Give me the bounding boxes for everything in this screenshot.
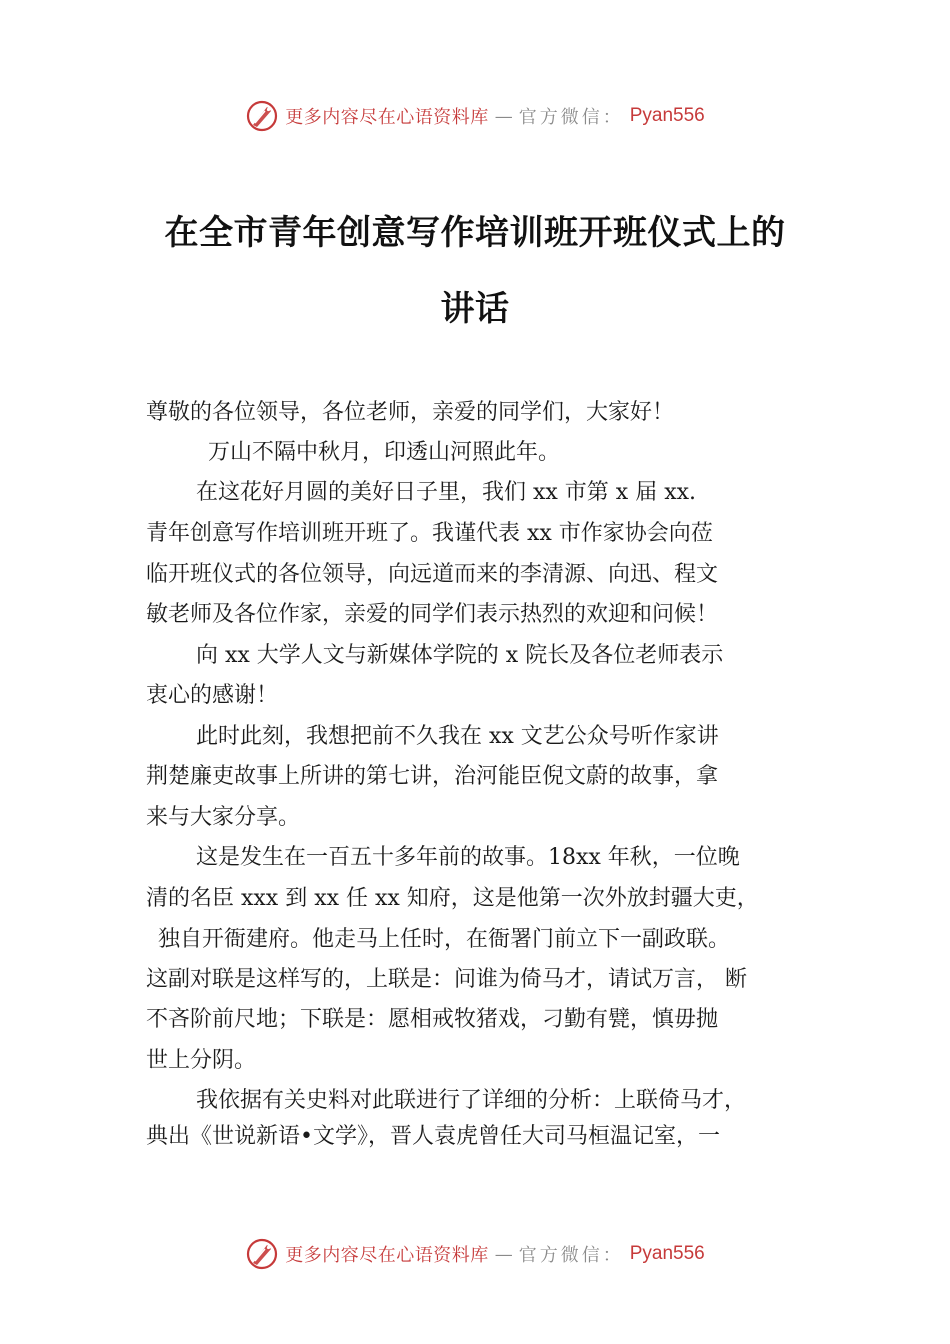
body-line: 此时此刻，我想把前不久我在 xx 文艺公众号听作家讲 (196, 724, 719, 749)
body-line: 不吝阶前尺地；下联是：愿相戒牧猪戏，刁勤有甓，慎毋抛 (146, 1007, 719, 1032)
body-line: 荆楚廉吏故事上所讲的第七讲，治河能臣倪文蔚的故事，拿 (146, 764, 719, 789)
body-line: 向 xx 大学人文与新媒体学院的 x 院长及各位老师表示 (196, 643, 724, 668)
pen-nib-seal-icon (245, 1237, 279, 1271)
body-line: 青年创意写作培训班开班了。我谨代表 xx 市作家协会向莅 (146, 521, 713, 546)
official-wechat-label: 官方微信： (518, 107, 624, 128)
body-line: 临开班仪式的各位领导，向远道而来的李清源、向迅、程文 (146, 562, 719, 587)
body-line: 来与大家分享。 (146, 805, 301, 830)
body-line: 这是发生在一百五十多年前的故事。18xx 年秋，一位晚 (196, 845, 740, 870)
body-line: 独自开衙建府。他走马上任时，在衙署门前立下一副政联。 (158, 927, 731, 952)
body-line: 尊敬的各位领导，各位老师，亲爱的同学们，大家好！ (146, 400, 675, 425)
body-line: 这副对联是这样写的，上联是：问谁为倚马才，请试万言， 断 (146, 967, 747, 992)
document-title-line-2: 讲话 (440, 289, 510, 329)
body-line: 在这花好月圆的美好日子里，我们 xx 市第 x 届 xx. (196, 480, 696, 505)
document-title-line-1: 在全市青年创意写作培训班开班仪式上的 (164, 213, 786, 253)
body-line: 敏老师及各位作家，亲爱的同学们表示热烈的欢迎和问候！ (146, 602, 719, 627)
brand-text: 更多内容尽在心语资料库 (285, 1245, 489, 1266)
body-line: 万山不隔中秋月，印透山河照此年。 (208, 440, 561, 465)
header-banner (0, 96, 950, 136)
body-line: 我依据有关史料对此联进行了详细的分析：上联倚马才， (196, 1088, 747, 1113)
pen-nib-seal-icon (245, 99, 279, 133)
body-line: 衷心的感谢！ (146, 683, 279, 708)
body-line: 典出《世说新语•文学》，晋人袁虎曾任大司马桓温记室，一 (146, 1124, 720, 1149)
banner-dash: — (494, 105, 513, 127)
banner-dash: — (494, 1243, 513, 1265)
wechat-id: Pyan556 (629, 1243, 705, 1264)
official-wechat-label: 官方微信： (518, 1245, 624, 1266)
wechat-id: Pyan556 (629, 105, 705, 126)
brand-text: 更多内容尽在心语资料库 (285, 107, 489, 128)
footer-banner (0, 1234, 950, 1274)
body-line: 世上分阴。 (146, 1048, 257, 1073)
body-line: 清的名臣 xxx 到 xx 任 xx 知府，这是他第一次外放封疆大吏， (146, 886, 759, 911)
